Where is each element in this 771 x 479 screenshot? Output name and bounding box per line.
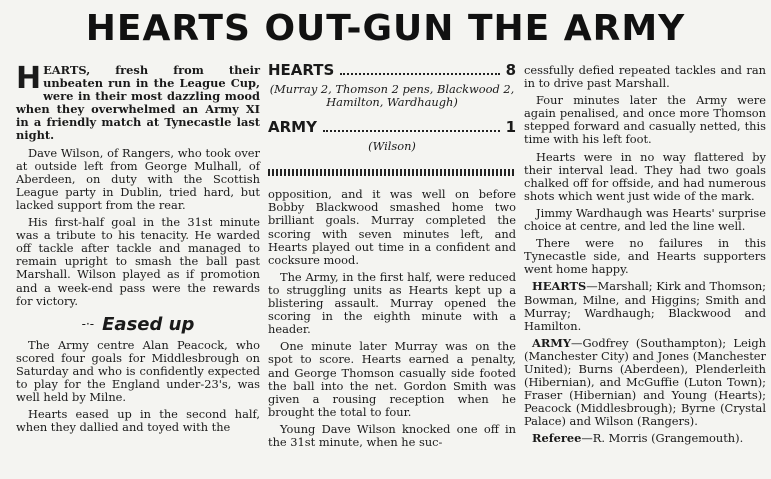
divider-rule bbox=[268, 169, 516, 176]
team-name: HEARTS bbox=[268, 61, 335, 79]
lineup-text: —Godfrey (Southampton); Leigh (Manchester City) and Jones (Manchester United); Burns (Aberdeen), Plenderleith (Hibernian), and McGuffie (Luton Town); Fraser (Hibernian) and Young (Hearts); Peacock (Middlesbrough); Byrne (Crystal Palace) and Wilson (Rangers). bbox=[524, 335, 766, 429]
referee-line bbox=[524, 432, 766, 445]
paragraph: One minute later Murray was on the spot to score. Hearts earned a penalty, and George Thomson casually side footed the ball into the net. Gordon Smith was given a rousing reception when he brought the total to four. bbox=[268, 339, 516, 419]
drop-cap: H bbox=[16, 61, 42, 96]
score-row-away bbox=[268, 118, 516, 137]
paragraph: There were no failures in this Tynecastle side, and Hearts supporters went home happy. bbox=[524, 236, 766, 277]
team-score: 8 bbox=[505, 61, 516, 79]
headline: HEARTS OUT-GUN THE ARMY bbox=[85, 8, 686, 49]
lineup-hearts bbox=[524, 280, 766, 332]
lead-text: EARTS, fresh from their unbeaten run in the League Cup, were in their most dazzling mood when they overwhelmed an Army XI in a friendly match at Tynecastle last night. bbox=[16, 63, 260, 143]
lineup-label: HEARTS bbox=[532, 279, 587, 294]
lineup-text: —Marshall; Kirk and Thomson; Bowman, Milne, and Higgins; Smith and Murray; Wardhaugh; Blackwood and Hamilton. bbox=[524, 279, 766, 333]
lead-paragraph bbox=[16, 61, 260, 143]
dot-leader bbox=[323, 130, 500, 132]
scorers-home: (Murray 2, Thomson 2 pens, Blackwood 2, Hamilton, Wardhaugh) bbox=[269, 82, 515, 110]
paragraph: opposition, and it was well on before Bobby Blackwood smashed home two brilliant goals. Murray completed the scoring with seven minutes left, and Hearts played out time in a confident and cocksure mood. bbox=[268, 187, 516, 267]
subheading-text: Eased up bbox=[102, 313, 195, 335]
paragraph: Four minutes later the Army were again penalised, and once more Thomson stepped forward and casually netted, this time with his left foot. bbox=[524, 93, 766, 147]
paragraph: cessfully defied repeated tackles and ran in to drive past Marshall. bbox=[524, 63, 766, 91]
paragraph: Dave Wilson, of Rangers, who took over at outside left from George Mulhall, of Aberdeen, on duty with the Scottish League party in Dublin, tried hard, but lacked support from the rear. bbox=[16, 145, 260, 212]
column-3 bbox=[524, 64, 766, 450]
paragraph: His first-half goal in the 31st minute was a tribute to his tenacity. He warded off tackle after tackle and managed to remain upright to smash the ball past Marshall. Wilson played as if promotion and a week-end pass were the rewards for victory. bbox=[16, 215, 260, 308]
column-1 bbox=[16, 61, 260, 438]
paragraph: Hearts were in no way flattered by their interval lead. They had two goals chalked off for offside, and had numerous shots which went just wide of the mark. bbox=[524, 149, 766, 203]
lineup-army bbox=[524, 337, 766, 429]
scorers-away: (Wilson) bbox=[368, 139, 416, 154]
referee-label: Referee bbox=[532, 431, 582, 446]
paragraph: Hearts eased up in the second half, when they dallied and toyed with the bbox=[16, 407, 260, 435]
referee-text: —R. Morris (Grangemouth). bbox=[581, 431, 744, 446]
team-lineups bbox=[524, 280, 766, 445]
column-2 bbox=[268, 61, 516, 453]
dash-ornament: -·- bbox=[81, 316, 95, 331]
paragraph: Jimmy Wardhaugh was Hearts' surprise choice at centre, and led the line well. bbox=[524, 205, 766, 234]
paragraph: Young Dave Wilson knocked one off in the 31st minute, when he suc- bbox=[268, 421, 516, 449]
team-score: 1 bbox=[505, 118, 516, 137]
score-row-home bbox=[268, 61, 516, 79]
paragraph: The Army, in the first half, were reduced to struggling units as Hearts kept up a blistering assault. Murray opened the scoring in the eighth minute with a header. bbox=[268, 269, 516, 337]
paragraph: The Army centre Alan Peacock, who scored four goals for Middlesbrough on Saturday and who is confidently expected to play for the England under-23's, was well held by Milne. bbox=[16, 337, 260, 405]
team-name: ARMY bbox=[268, 118, 317, 137]
dot-leader bbox=[340, 73, 499, 75]
subheading bbox=[16, 313, 260, 335]
lineup-label: ARMY bbox=[532, 335, 572, 350]
